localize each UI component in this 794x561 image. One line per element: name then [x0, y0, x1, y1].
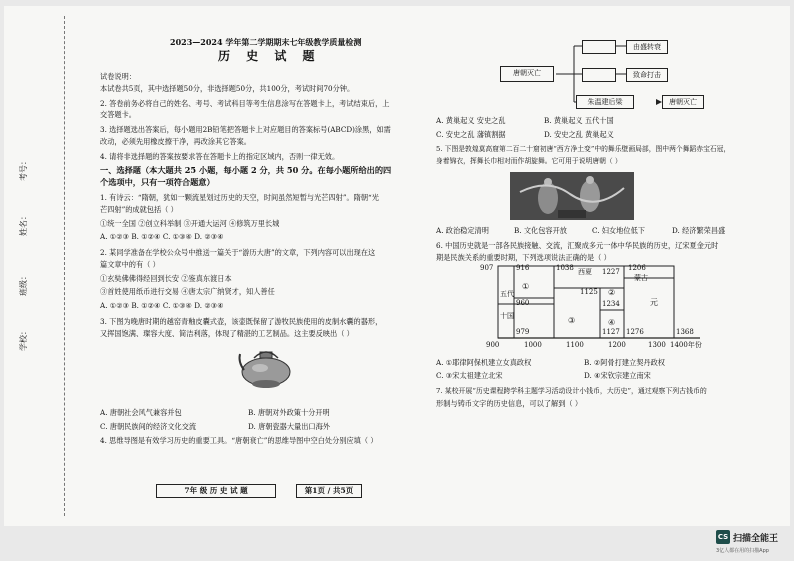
- instruction-line: 本试卷共5页，其中选择题50分，非选择题50分，共100分，考试时间70分钟。: [100, 84, 355, 93]
- mind-map-node: 致命打击: [626, 68, 668, 82]
- q5-option-c: C. 妇女地位低下: [592, 226, 645, 235]
- teapot-image: [234, 344, 298, 392]
- q1-stem: 1. 有诗云：“隋朝，犹如一颗流星划过历史的天空，时间虽然短暂与光芒四射”。隋朝“光: [100, 193, 379, 202]
- dunhuang-fresco-image: [510, 172, 634, 220]
- q6-option-b: B. ②阿骨打建立契丹政权: [584, 358, 665, 367]
- q4-option-d: D. 安史之乱 黄巢起义: [544, 130, 614, 139]
- year-label: 1368: [676, 328, 694, 336]
- exam-title: 2023—2024 学年第二学期期末七年级教学质量检测: [170, 37, 362, 47]
- binding-cut-line: [64, 16, 65, 516]
- q3-option-d: D. 唐朝瓷器大量出口海外: [248, 422, 330, 431]
- q1-choices: A. ①②③ B. ①②④ C. ①③④ D. ②③④: [100, 232, 224, 241]
- section-heading: 个选项中，只有一项符合题意）: [100, 177, 215, 187]
- class-field: 班级：: [19, 272, 28, 296]
- year-label: 1125: [580, 288, 598, 296]
- q2-options: ③首姓使用纸币进行交易 ④唐太宗广纳贤才，知人善任: [100, 287, 275, 296]
- name-field: 姓名：: [19, 212, 28, 236]
- instruction-line: 4. 请将非选择题的答案按要求答在答题卡上的指定区域内，否则一律无效。: [100, 152, 340, 161]
- year-label: 1206: [628, 264, 646, 272]
- q2-choices: A. ①②③ B. ①②④ C. ①③④ D. ②③④: [100, 301, 224, 310]
- timeline-lines: [494, 264, 704, 352]
- q6-stem: 6. 中国历史就是一部各民族接触、交流，汇聚成多元一体中华民族的历史，辽宋夏金元时: [436, 241, 719, 250]
- camscanner-logo-icon: CS: [716, 530, 730, 544]
- q3-stem: 又挥国饱满、璨容大度、简洁利落，体现了精湛的工艺制品。这主要反映出（ ）: [100, 329, 354, 338]
- mind-map-node: 朱温建后梁: [576, 95, 634, 109]
- instructions-heading: 试卷说明：: [100, 72, 136, 81]
- q3-option-a: A. 唐朝社会风气兼容并包: [100, 408, 182, 417]
- regime-label-shiguo: 十国: [500, 312, 514, 320]
- q1-stem: 芒四射”的成就包括（ ）: [100, 205, 178, 214]
- regime-label-wudai: 五代: [500, 290, 514, 298]
- footer-subject: 7年 级 历 史 试 题: [156, 484, 276, 498]
- binding-strip: [4, 6, 74, 526]
- instruction-line: 2. 答卷前务必将自己的姓名、考号、考试科目等考生信息涂写在答题卡上，考试结束后，上: [100, 99, 390, 108]
- footer-page: 第1页 / 共5页: [296, 484, 362, 498]
- year-label: 1234: [602, 300, 620, 308]
- q6-stem: 期是民族关系的重要时期，下列选项说法正确的是（ ）: [436, 253, 611, 262]
- year-label: 916: [516, 264, 530, 272]
- instruction-line: 交答题卡。: [100, 110, 136, 119]
- year-label: 960: [516, 299, 530, 307]
- scanner-name: 扫描全能王: [733, 534, 779, 544]
- axis-tick: 1400年份: [670, 341, 702, 349]
- instruction-line: 改动，必须先用橡皮擦干净，再改涂其它答案。: [100, 137, 251, 146]
- q6-option-c: C. ③宋太祖建立北宋: [436, 371, 503, 380]
- axis-tick: 1000: [524, 341, 542, 349]
- regime-timeline-chart: [480, 264, 704, 352]
- mind-map-blank-2: [582, 68, 616, 82]
- mind-map-node: 由盛转衰: [626, 40, 668, 54]
- q2-stem: 2. 某同学准备在学校公众号中推送一篇关于“游历大唐”的文章，下列内容可以出现在这: [100, 248, 376, 257]
- year-label: 1227: [602, 268, 620, 276]
- regime-label-yuan: 元: [650, 298, 658, 307]
- q3-option-b: B. 唐朝对外政策十分开明: [248, 408, 330, 417]
- q4-option-a: A. 黄巢起义 安史之乱: [436, 116, 506, 125]
- region-marker: ④: [608, 318, 616, 327]
- mind-map-center: 唐朝灭亡: [500, 66, 554, 82]
- instruction-line: 3. 选择题选出答案后，每小题用2B铅笔把答题卡上对应题目的答案标号(ABCD)涂黑，如需: [100, 125, 391, 134]
- region-marker: ①: [522, 282, 530, 291]
- q4-option-b: B. 黄巢起义 五代十国: [544, 116, 614, 125]
- year-label: 1127: [602, 328, 620, 336]
- q2-options: ①玄奘佛佛得经回到长安 ②鉴真东渡日本: [100, 274, 232, 283]
- q3-option-c: C. 唐朝民族间的经济文化交流: [100, 422, 197, 431]
- q1-options: ①统一全国 ②创立科举制 ③开通大运河 ④修筑万里长城: [100, 219, 280, 228]
- q7-stem: 形制与铸币文字的历史信息，可以了解到（ ）: [436, 399, 583, 408]
- q2-stem: 篇文章中的有（ ）: [100, 260, 160, 269]
- q3-stem: 3. 下图为晚唐时期的越窑青釉皮囊式壶，该壶既保留了游牧民族使用的皮制水囊的器形，: [100, 317, 383, 326]
- regime-label-xixia: 西夏: [578, 268, 592, 276]
- q5-stem: 身着锦衣，挥舞长巾相对而作胡旋舞。它可用于说明唐朝（ ）: [436, 157, 622, 165]
- axis-tick: 1200: [608, 341, 626, 349]
- q5-option-a: A. 政治稳定清明: [436, 226, 489, 235]
- year-label: 1276: [626, 328, 644, 336]
- q6-option-a: A. ①耶律阿保机建立女真政权: [436, 358, 532, 367]
- scanner-watermark: [716, 530, 792, 558]
- q7-stem: 7. 某校开展“历史课程跨学科主题学习活动设计小钱币，大历史”，通过观察下列古钱币的: [436, 387, 707, 395]
- axis-tick: 1100: [566, 341, 584, 349]
- q5-option-d: D. 经济繁荣昌盛: [672, 226, 726, 235]
- q5-option-b: B. 文化包容开放: [514, 226, 567, 235]
- q5-stem: 5. 下图是敦煌莫高窟第二百二十窟初唐“西方净土变”中的舞乐壁画局部，图中两个舞蹈赤宝石冠，: [436, 145, 731, 153]
- year-label: 1038: [556, 264, 574, 272]
- scanner-tagline: 3亿人都在用的扫描App: [716, 548, 769, 554]
- q6-option-d: D. ④宋钦宗建立南宋: [584, 371, 651, 380]
- q4-stem: 4. 思维导图是有效学习历史的重要工具。“唐朝衰亡”的思维导图中空白处分别应填（ ）: [100, 436, 378, 445]
- axis-tick: 900: [486, 341, 500, 349]
- exam-sheet: [4, 6, 790, 526]
- year-label: 907: [480, 264, 494, 272]
- region-marker: ②: [608, 288, 616, 297]
- exam-subject-title: 历 史 试 题: [218, 49, 321, 63]
- year-label: 979: [516, 328, 530, 336]
- regime-label-menggu: 蒙古: [634, 274, 648, 282]
- region-marker: ③: [568, 316, 576, 325]
- exam-number-field: 考号：: [19, 157, 28, 181]
- section-heading: 一、选择题（本大题共 25 小题，每小题 2 分，共 50 分。在每小题所给出的四: [100, 165, 392, 175]
- axis-tick: 1300: [648, 341, 666, 349]
- mind-map-node: 唐朝灭亡: [662, 95, 704, 109]
- mind-map-blank-1: [582, 40, 616, 54]
- school-field: 学校：: [19, 327, 28, 351]
- q4-option-c: C. 安史之乱 藩镇割据: [436, 130, 506, 139]
